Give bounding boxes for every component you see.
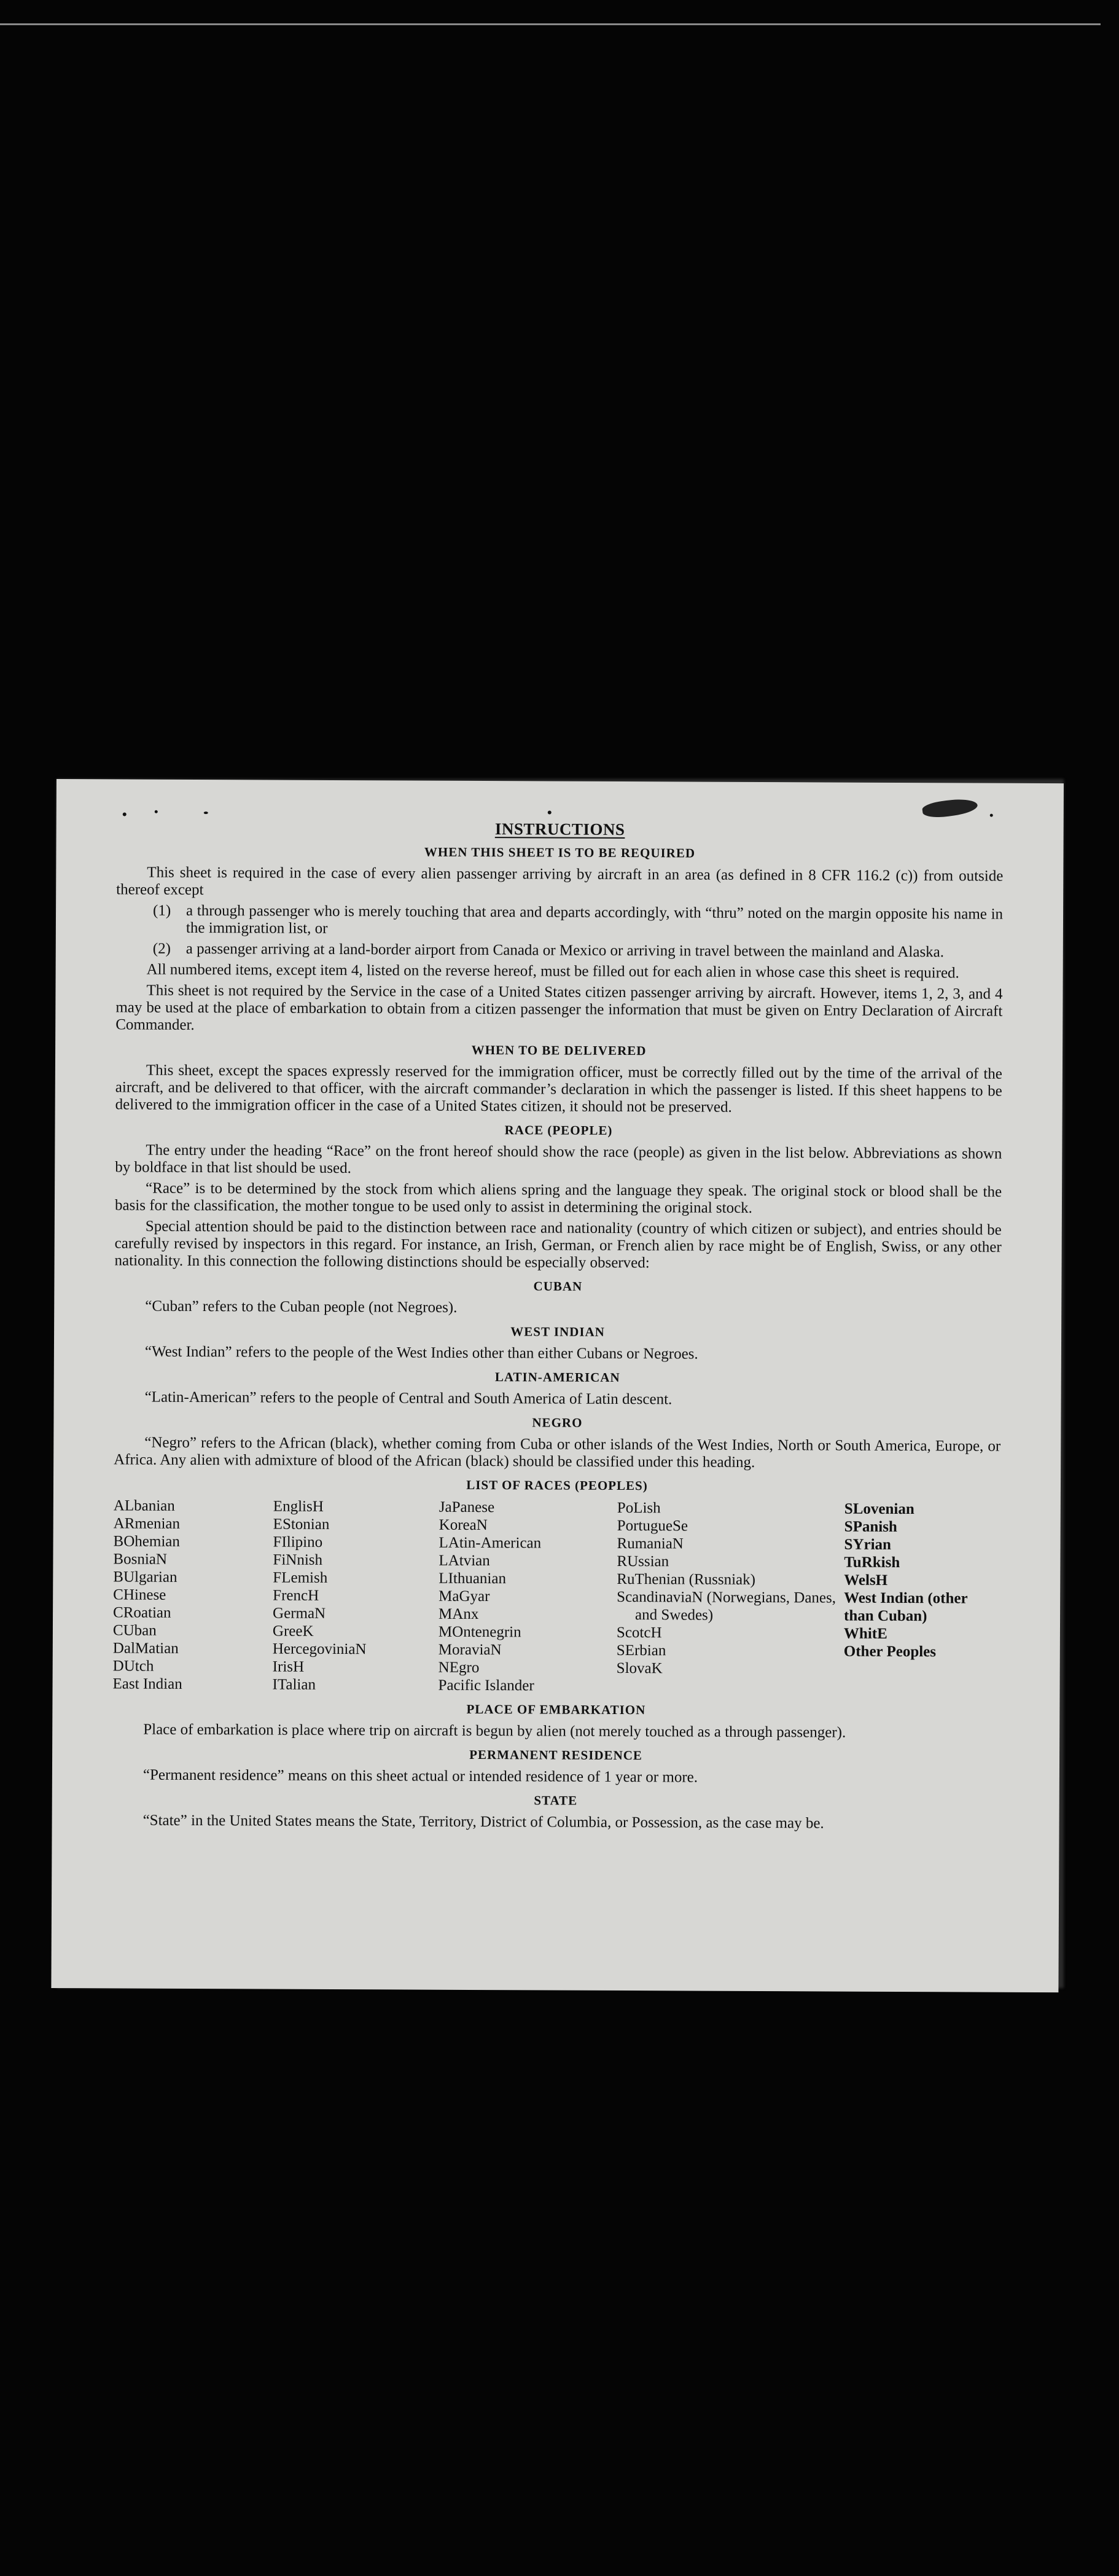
- race-column: [113, 1497, 273, 1693]
- race-entry: TuRkish: [844, 1554, 900, 1572]
- paragraph: “State” in the United States means the State, Territory, District of Columbia, or Possession, as the case may be.: [142, 1812, 824, 1832]
- page-title: INSTRUCTIONS: [494, 820, 625, 839]
- race-column: [273, 1498, 439, 1694]
- section-heading: NEGRO: [532, 1415, 583, 1430]
- race-entry: WhitE: [843, 1625, 887, 1642]
- ink-speck: [123, 812, 127, 816]
- race-column: [617, 1499, 844, 1696]
- race-entry: LAtin-American: [439, 1534, 542, 1552]
- race-entry: ScandinaviaN (Norwegians, Danes, and Swedes): [617, 1588, 836, 1624]
- section-heading: WHEN TO BE DELIVERED: [471, 1042, 647, 1059]
- race-entry: SLovenian: [844, 1500, 914, 1518]
- definition: “Negro” refers to the African (black), whether coming from Cuba or other islands of the West Indies, North or South America, Europe, or Africa. Any alien with admixture of blood of the African (black) should be classified under this heading.: [114, 1434, 1001, 1471]
- race-entry: BosniaN: [113, 1551, 168, 1568]
- race-entry: West Indian (other than Cuban): [844, 1589, 968, 1625]
- race-entry: RUssian: [617, 1552, 669, 1570]
- race-entry: WelsH: [844, 1572, 888, 1589]
- race-column: [843, 1500, 1000, 1697]
- ink-speck: [155, 810, 158, 813]
- paragraph: “Race” is to be determined by the stock from which aliens spring and the language they speak. The original stock or blood shall be the basis for the classification, the mother tongue to be used only to assist in determining the original stock.: [114, 1180, 1002, 1216]
- section-heading: CUBAN: [533, 1278, 583, 1294]
- paragraph: This sheet is required in the case of every alien passenger arriving by aircraft in an area (as defined in 8 CFR 116.2 (c)) from outside thereof except: [116, 864, 1004, 899]
- race-entry: MaGyar: [439, 1587, 490, 1605]
- race-entry: KoreaN: [439, 1516, 488, 1534]
- race-entry: East Indian: [112, 1675, 182, 1693]
- paragraph: All numbered items, except item 4, listed on the reverse hereof, must be filled out for each alien in whose case this sheet is required.: [146, 961, 959, 982]
- section-heading: LIST OF RACES (PEOPLES): [466, 1477, 648, 1494]
- race-entry: FIlipino: [273, 1533, 323, 1551]
- race-entry: LIthuanian: [439, 1570, 507, 1587]
- section-heading: RACE (PEOPLE): [504, 1122, 613, 1138]
- race-entry: PortugueSe: [617, 1517, 688, 1535]
- race-entry: Other Peoples: [843, 1643, 937, 1661]
- race-entry: GermaN: [273, 1605, 326, 1622]
- race-entry: MoraviaN: [438, 1641, 502, 1659]
- paragraph: Place of embarkation is place where trip on aircraft is begun by alien (not merely touched as a through passenger).: [143, 1721, 846, 1741]
- section-heading: PERMANENT RESIDENCE: [469, 1747, 643, 1763]
- section-heading: LATIN-AMERICAN: [494, 1369, 620, 1385]
- race-entry: ITalian: [272, 1676, 316, 1693]
- race-entry: Pacific Islander: [438, 1677, 534, 1694]
- list-item: [153, 902, 1003, 941]
- race-entry: MOntenegrin: [438, 1623, 521, 1641]
- race-entry: FrencH: [273, 1587, 319, 1604]
- race-entry: LAtvian: [439, 1552, 490, 1570]
- top-scan-edge: [0, 23, 1101, 25]
- race-entry: ARmenian: [113, 1515, 181, 1532]
- definition: “West Indian” refers to the people of the West Indies other than either Cubans or Negroes.: [144, 1343, 698, 1363]
- ink-speck: [990, 814, 993, 817]
- race-entry: BOhemian: [113, 1533, 180, 1550]
- paragraph: This sheet is not required by the Service in the case of a United States citizen passenger arriving by aircraft. However, items 1, 2, 3, and 4 may be used at the place of embarkation to obtain from a citizen passenger the information that must be given on Entry Declaration of Aircraft Commander.: [115, 982, 1003, 1033]
- race-entry: SPanish: [844, 1518, 897, 1535]
- instruction-sheet: [51, 779, 1064, 1992]
- race-entry: FLemish: [273, 1569, 328, 1586]
- race-entry: RumaniaN: [617, 1535, 684, 1552]
- race-entry: CUban: [112, 1622, 157, 1639]
- definition: “Cuban” refers to the Cuban people (not Negroes).: [145, 1298, 458, 1316]
- race-entry: FiNnish: [273, 1551, 323, 1568]
- race-entry: SErbian: [616, 1642, 666, 1659]
- race-entry: RuThenian (Russniak): [617, 1570, 756, 1588]
- race-entry: NEgro: [438, 1659, 480, 1677]
- race-entry: DalMatian: [112, 1640, 179, 1657]
- definition: “Latin-American” refers to the people of Central and South America of Latin descent.: [144, 1388, 673, 1408]
- item-text: a passenger arriving at a land-border airport from Canada or Mexico or arriving in travel between the mainland and Alaska.: [185, 940, 945, 961]
- item-number: (2): [152, 940, 171, 957]
- ink-speck: [548, 810, 552, 814]
- section-heading: WEST INDIAN: [510, 1324, 605, 1339]
- race-entry: ScotcH: [616, 1624, 662, 1642]
- race-entry: HercegoviniaN: [272, 1640, 367, 1658]
- race-entry: EStonian: [273, 1516, 330, 1533]
- item-number: (1): [153, 902, 171, 919]
- race-entry: SlovaK: [616, 1659, 663, 1677]
- ink-mark: [921, 796, 978, 820]
- race-entry: BUlgarian: [113, 1568, 177, 1586]
- race-entry: IrisH: [272, 1658, 305, 1675]
- race-entry: JaPanese: [439, 1498, 495, 1516]
- race-entry: EnglisH: [273, 1498, 324, 1515]
- race-entry: DUtch: [112, 1658, 154, 1675]
- section-heading: PLACE OF EMBARKATION: [466, 1701, 646, 1718]
- race-column: [439, 1498, 617, 1695]
- item-text: a through passenger who is merely touching that area and departs accordingly, with “thru” noted on the margin opposite his name in the immigration list, or: [185, 902, 1004, 937]
- race-entry: GreeK: [272, 1623, 314, 1640]
- list-item: [153, 941, 1003, 961]
- race-entry: SYrian: [844, 1536, 892, 1553]
- paragraph: “Permanent residence” means on this sheet actual or intended residence of 1 year or more.: [142, 1766, 698, 1786]
- paragraph: The entry under the heading “Race” on the front hereof should show the race (people) as given in the list below. Abbreviations as shown by boldface in that list should be used.: [115, 1141, 1002, 1177]
- section-heading: WHEN THIS SHEET IS TO BE REQUIRED: [424, 844, 696, 861]
- race-entry: CHinese: [113, 1586, 166, 1603]
- section-heading: STATE: [534, 1793, 578, 1808]
- paragraph: Special attention should be paid to the distinction between race and nationality (country of which citizen or subject), and entries should be carefully revised by inspectors in this regard. For instance, an Irish, German, or French alien by race might be of English, Swiss, or any other nationality. In this connection the following distinctions should be especially observed:: [114, 1218, 1002, 1272]
- race-entry: ALbanian: [113, 1497, 175, 1514]
- race-entry: MAnx: [439, 1605, 479, 1623]
- ink-speck: [204, 812, 208, 814]
- paragraph: This sheet, except the spaces expressly reserved for the immigration officer, must be correctly filled out by the time of the arrival of the aircraft, and be delivered to that officer, with the aircraft commander’s declaration in which the passenger is listed. If this sheet happens to be delivered to the immigration officer in the case of a United States citizen, it should not be preserved.: [115, 1062, 1002, 1116]
- race-entry: CRoatian: [113, 1604, 171, 1621]
- race-entry: PoLish: [617, 1499, 661, 1517]
- race-list: [113, 1497, 1000, 1696]
